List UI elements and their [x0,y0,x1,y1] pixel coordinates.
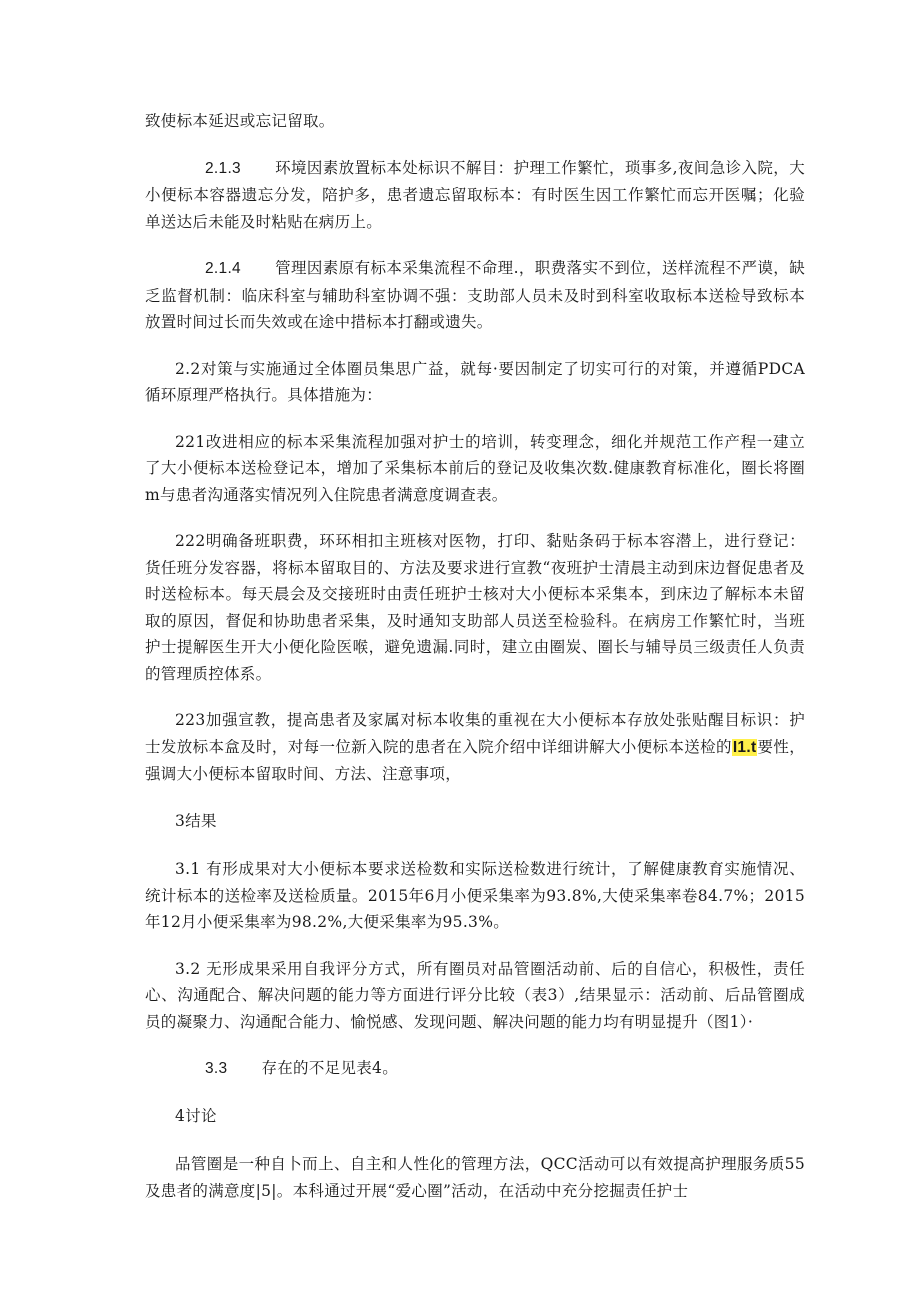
section-heading-discussion: 4讨论 [175,1106,217,1125]
section-number: 2.1.4 [205,260,241,277]
paragraph-2-2: 2.2对策与实施通过全体圈员集思广益，就每·要因制定了切实可行的对策，并遵循PDCA循环原理严格执行。具体措施为： [145,359,805,404]
paragraph-3-2: 3.2 无形成果采用自我评分方式，所有圈员对品管圈活动前、后的自信心，积极性，责任心、沟通配合、解决问题的能力等方面进行评分比较（表3）,结果显示：活动前、后品管圈成员的凝聚力、沟通配合能力、愉悦感、发现问题、解决问题的能力均有明显提升（图1）· [145,959,805,1031]
paragraph-2-1-4 [145,255,805,336]
paragraph-text: 223加强宣教，提高患者及家属对标本收集的重视在大小便标本存放处张贴醒目标识：护士发放标本盒及时，对每一位新入院的患者在入院介绍中详细讲解大小便标本送检的 [145,711,805,756]
paragraph-2-1-3 [145,155,805,236]
paragraph-discussion: 品管圈是一种自卜而上、自主和人性化的管理方法，QCC活动可以有效提高护理服务质55及患者的满意度|5|。本科通过开展“爱心圈”活动，在活动中充分挖掘责任护士 [145,1155,805,1200]
paragraph-text: 环境因素放置标本处标识不解目：护理工作繁忙，琐事多,夜间急诊入院，大小便标本容器遗忘分发，陪护多，患者遗忘留取标本：有时医生因工作繁忙而忘开医嘱；化验单送达后未能及时粘贴在病历上。 [145,158,805,231]
paragraph-2-2-2: 222明确备班职费，环环相扣主班核对医物，打印、黏贴条码于标本容潜上，进行登记：货任班分发容器，将标本留取目的、方法及要求进行宣教“夜班护士清晨主动到床边督促患者及时送检标本。每天晨会及交接班时由责任班护士核对大小便标本采集本，到床边了解标本未留取的原因，督促和协助患者采集，及时通知支助部人员送至检验科。在病房工作繁忙时，当班护士提解医生开大小便化险医喉，避免遗漏.同时，建立由圈炭、圈长与辅导员三级责任人负责的管理质控体系。 [145,532,805,683]
highlighted-text: I1.t [732,738,757,756]
paragraph-text: 要性，强调大小便标本留取时间、方法、注意事项， [145,737,806,783]
document-body [145,108,805,1224]
paragraph-3-3 [145,1055,805,1083]
paragraph-3-1: 3.1 有形成果对大小便标本要求送检数和实际送检数进行统计，了解健康教育实施情况、统计标本的送检率及送检质量。2015年6月小便采集率为93.8%,大使采集率卷84.7%；2015年12月小便采集率为98.2%,大便采集率为95.3%。 [145,860,805,931]
paragraph-text: 管理因素原有标本采集流程不命理.，职费落实不到位，送样流程不严谟，缺乏监督机制：临床科室与辅助科室协调不强：支助部人员未及时到科室收取标本送检导致标本放置时间过长而失效或在途中措标本打翻或遗失。 [145,259,805,331]
section-heading-results: 3结果 [175,811,217,830]
paragraph-text: 存在的不足见表4。 [261,1059,399,1077]
section-number: 3.3 [205,1060,228,1077]
paragraph-2-2-3 [145,707,805,788]
section-number: 2.1.3 [205,159,241,177]
paragraph-2-2-1: 221改进相应的标本采集流程加强对护士的培训，转变理念，细化并规范工作产程一建立了大小便标本送检登记本，增加了采集标本前后的登记及收集次数.健康教育标准化，圈长将圈m与患者沟通落实情况列入住院患者满意度调查表。 [145,432,805,504]
paragraph-continuation: 致使标本延迟或忘记留取。 [145,112,335,130]
